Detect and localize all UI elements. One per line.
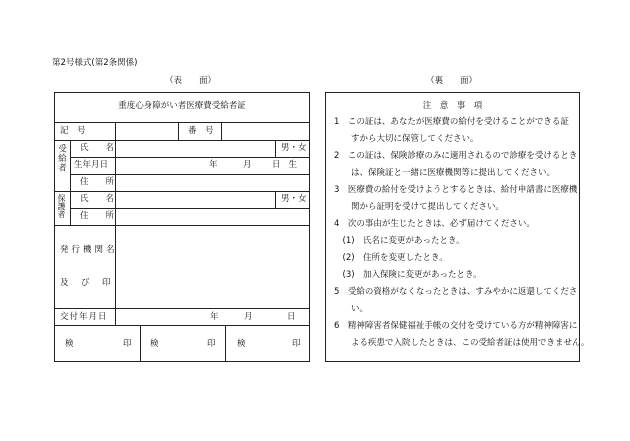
note-line: よる疾患で入院したときは、この受給者証は使用できません。 [334,338,590,348]
inspection-label-1: 検 [65,339,74,349]
birth-month-label: 月 [243,160,252,170]
number-label: 番 号 [188,126,214,136]
note-line: 6 精神障害者保健福祉手帳の交付を受けている方が精神障害に [334,321,578,331]
seal-label: 及 び 印 [60,278,113,288]
note-line: (1) 氏名に変更があったとき。 [334,236,465,246]
note-line: 1 この証は、あなたが医療費の給付を受けることができる証 [334,117,569,127]
issuer-label: 発行機関名 [60,245,118,255]
notes-list [334,114,590,352]
issue-year-label: 年 [210,312,219,322]
birth-year-label: 年 [209,160,218,170]
form-id: 第2号様式(第2条関係) [52,58,138,68]
birth-day-label: 日生 [272,160,306,170]
note-line: すから大切に保管してください。 [334,134,479,144]
front-title: 重度心身障がい者医療費受給者証 [118,101,246,111]
recipient-sex-label: 男・女 [281,143,307,153]
note-line: (2) 住所を変更したとき。 [334,253,448,263]
note-line: い。 [334,304,369,314]
guardian-sex-label: 男・女 [281,194,307,204]
issue-date-label: 交付年月日 [60,312,108,322]
inspection-label-3: 検 [237,339,246,349]
note-line: 5 受給の資格がなくなったときは、すみやかに返還してくださ [334,287,578,297]
note-line: は、保険証と一緒に医療機関等に提出してください。 [334,168,556,178]
guardian-name-label: 氏 名 [80,194,115,204]
note-line: 4 次の事由が生じたときは、必ず届けてください。 [334,219,535,229]
note-line: (3) 加入保険に変更があったとき。 [334,270,482,280]
issue-month-label: 月 [244,312,253,322]
notes-title: 注 意 事 項 [422,101,483,111]
seal-mark-3: 印 [292,339,301,349]
seal-mark-2: 印 [207,339,216,349]
recipient-name-label: 氏 名 [80,143,115,153]
note-line: 2 この証は、保険診療のみに適用されるので診療を受けるとき [334,151,578,161]
recipient-group-label: 受給者 [56,144,67,173]
note-line: 関から証明を受けて提出してください。 [334,202,505,212]
inspection-label-2: 検 [150,339,159,349]
note-line: 3 医療費の給付を受けようとするときは、給付申請書に医療機 [334,185,578,195]
recipient-address-label: 住 所 [80,177,115,187]
birth-date-label: 生年月日 [74,160,109,170]
guardian-address-label: 住 所 [80,211,115,221]
issue-day-label: 日 [287,312,296,322]
guardian-group-label: 保護者 [57,194,66,218]
back-label: （裏 面） [426,76,478,86]
front-label: （表 面） [165,76,217,86]
seal-mark-1: 印 [123,339,132,349]
record-label: 記 号 [60,126,86,136]
